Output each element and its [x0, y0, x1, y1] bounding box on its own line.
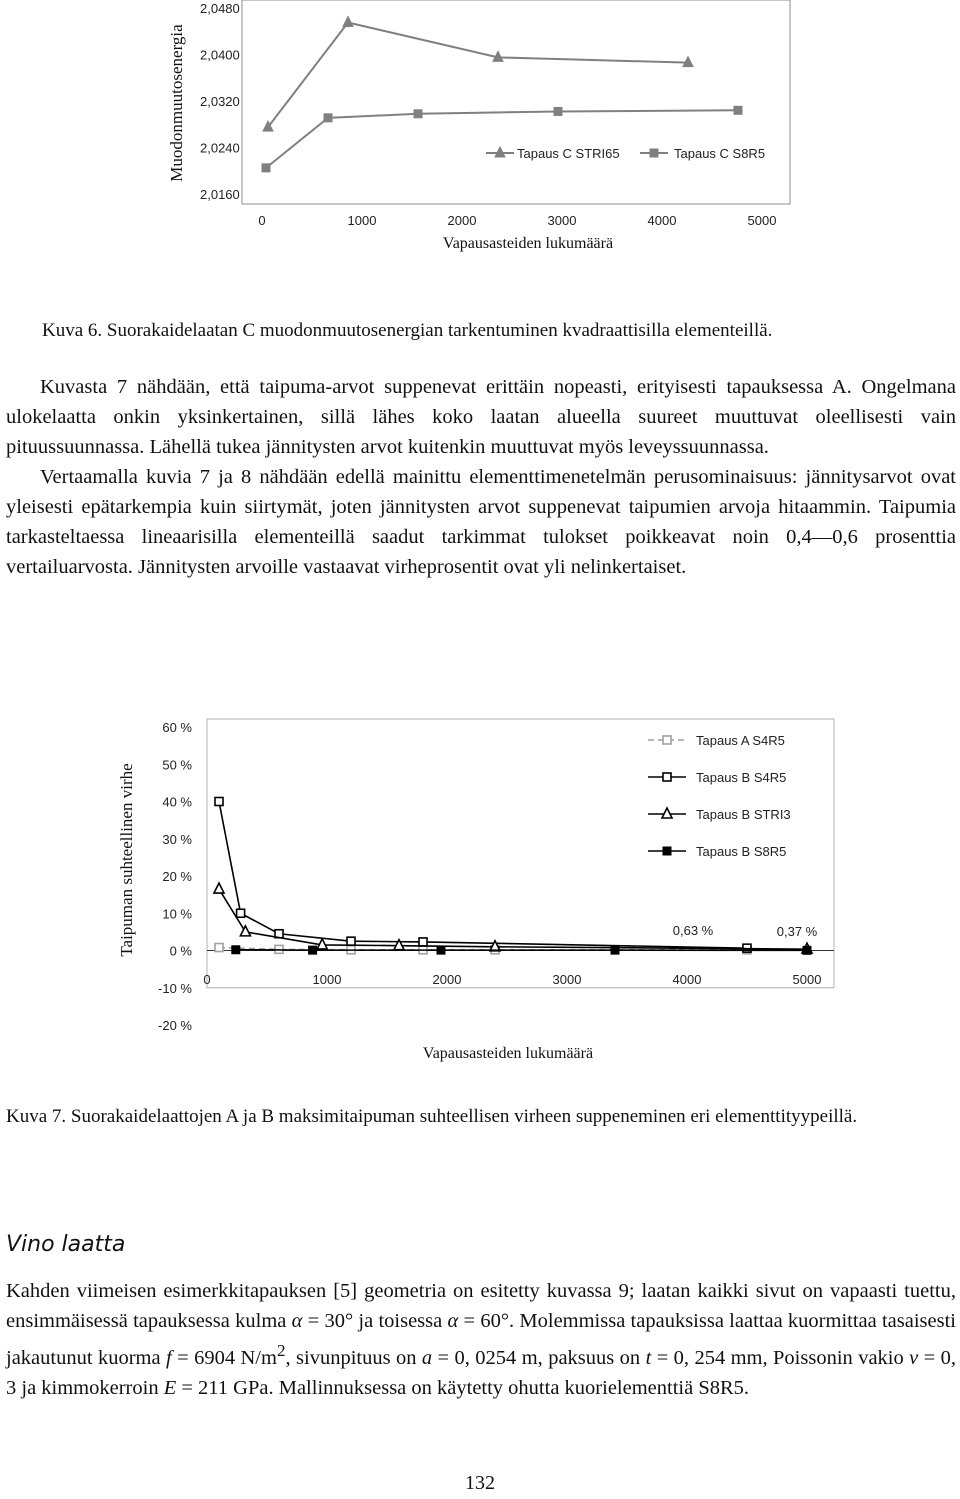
x-tick-label: 0 [258, 213, 266, 228]
data-point [232, 946, 240, 954]
figure-6 [0, 0, 960, 310]
y-tick-label: 0 % [169, 943, 192, 959]
data-point [214, 883, 224, 893]
figure-7-chart [0, 700, 960, 1080]
data-point [347, 937, 355, 945]
x-axis-label: Vapausasteiden lukumäärä [442, 235, 614, 252]
x-tick-label: 5000 [747, 213, 777, 228]
plot-frame [242, 0, 790, 204]
y-tick-label: 2,0160 [200, 187, 240, 202]
data-point [262, 164, 270, 172]
data-point [343, 17, 353, 27]
paragraph-1: Kuvasta 7 nähdään, että taipuma-arvot suppenevat erittäin nopeasti, erityisesti tapauksessa A. Ongelmana ulokelaatta onkin yksinkertainen, sillä lähes koko laatan alueella suureet muuttuvat oleellisesti vain pituussuunnassa. Lähellä tukea jännitysten arvot kuitenkin muuttuvat myös leveyssuunnassa. [6, 376, 956, 458]
y-tick-label: -10 % [158, 980, 192, 996]
legend-marker [662, 808, 672, 818]
series-line [219, 889, 807, 949]
legend-label: Tapaus B STRI3 [696, 807, 791, 822]
data-point [611, 946, 619, 954]
figure-6-caption: Kuva 6. Suorakaidelaatan C muodonmuutosenergian tarkentuminen kvadraattisilla elementeillä. [42, 320, 773, 341]
legend-marker [663, 847, 671, 855]
series-line [266, 110, 738, 168]
legend-label: Tapaus B S8R5 [696, 844, 787, 859]
x-tick-label: 2000 [432, 972, 462, 987]
x-tick-label: 1000 [312, 972, 342, 987]
figure-6-chart [0, 0, 960, 260]
legend-marker [650, 149, 658, 157]
legend-label: Tapaus C STRI65 [517, 146, 620, 161]
data-point [324, 114, 332, 122]
x-tick-label: 4000 [647, 213, 677, 228]
figure-7-caption: Kuva 7. Suorakaidelaattojen A ja B maksimitaipuman suhteellisen virheen suppeneminen eri elementtityypeillä. [6, 1106, 858, 1127]
y-tick-label: 2,0320 [200, 94, 240, 109]
section-body: Kahden viimeisen esimerkkitapauksen [5] geometria on esitetty kuvassa 9; laatan kaikki sivut on vapaasti tuettu, ensimmäisessä tapauksessa kulma α = 30° ja toisessa α = 60°. Molemmissa tapauksissa laattaa kuormittaa tasaisesti jakautunut kuorma f = 6904 $N/m^2$, sivunpituus on a = 0, 0254 m, paksuus on t = 0, 254 mm, Poissonin vakio ν = 0, 3 ja kimmokerroin E = 211 GPa. Mallinnuksessa on käytetty ohutta kuorielementtiä S8R5. [6, 1280, 957, 1399]
section-title: Vino laatta [6, 1232, 126, 1257]
data-point [215, 944, 223, 952]
x-tick-label: 2000 [447, 213, 477, 228]
y-tick-label: 10 % [162, 906, 192, 922]
x-tick-label: 4000 [672, 972, 702, 987]
y-tick-label: -20 % [158, 1018, 192, 1033]
body-text [6, 372, 956, 582]
x-axis-label: Vapausasteiden lukumäärä [422, 1045, 594, 1062]
paragraph-2: Vertaamalla kuvia 7 ja 8 nähdään edellä mainittu elementtimenetelmän perusominaisuus: jännitysarvot ovat yleisesti epätarkempia kuin siirtymät, joten jännitysten arvot suppenevat taipumien arvoja hitaammin. Taipumia tarkasteltaessa lineaarisilla elementeillä saadut tarkimmat tulokset poikkeavat noin 0,4—0,6 prosenttia vertailuarvosta. Jännitysten arvoille vastaavat virheprosentit ovat yli nelinkertaiset. [6, 466, 956, 578]
x-tick-label: 0 [203, 972, 211, 987]
data-point [554, 107, 562, 115]
page-number: 132 [465, 1472, 495, 1494]
x-tick-label: 3000 [552, 972, 582, 987]
x-tick-label: 1000 [347, 213, 377, 228]
y-tick-label: 2,0480 [200, 1, 240, 16]
y-tick-label: 2,0400 [200, 47, 240, 63]
data-point [734, 106, 742, 114]
legend-marker [663, 773, 671, 781]
y-tick-label: 60 % [162, 720, 192, 735]
y-axis-label: Muodonmuutosenergia [167, 24, 186, 182]
series-line [219, 802, 747, 949]
legend-marker [663, 736, 671, 744]
legend-label: Tapaus A S4R5 [696, 733, 785, 748]
legend-label: Tapaus B S4R5 [696, 770, 787, 785]
data-point [437, 946, 445, 954]
series-line [236, 950, 807, 951]
data-point [803, 946, 811, 954]
y-tick-label: 30 % [162, 831, 192, 847]
data-annotation: 0,63 % [672, 923, 714, 939]
y-axis-label: Taipuman suhteellinen virhe [117, 763, 136, 957]
y-tick-label: 40 % [162, 794, 192, 810]
x-tick-label: 5000 [792, 972, 822, 987]
data-point [414, 110, 422, 118]
data-point [237, 909, 245, 917]
data-point [309, 946, 317, 954]
data-annotation: 0,37 % [776, 924, 818, 940]
data-point [419, 938, 427, 946]
y-tick-label: 2,0240 [200, 140, 240, 156]
y-tick-label: 50 % [162, 757, 192, 773]
x-tick-label: 3000 [547, 213, 577, 228]
y-tick-label: 20 % [162, 869, 192, 884]
legend-label: Tapaus C S8R5 [674, 146, 766, 161]
data-point [215, 798, 223, 806]
figure-7 [0, 700, 960, 1080]
